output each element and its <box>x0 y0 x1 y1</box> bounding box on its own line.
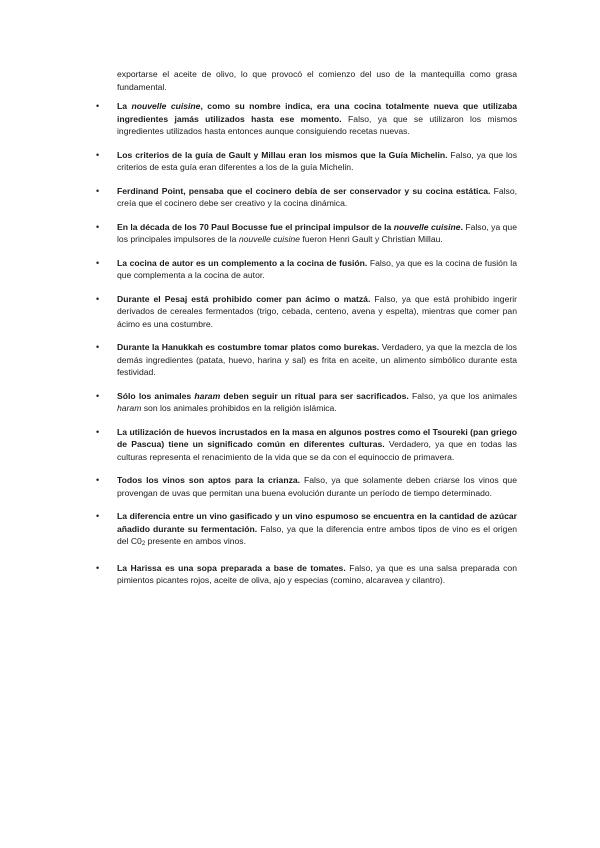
answer: Verdadero, ya que en todas las culturas representa el renacimiento de la vida que se da con el equinoccio de primavera. <box>117 439 517 462</box>
item-text <box>117 100 517 138</box>
item-text <box>117 426 517 464</box>
statement: La utilización de huevos incrustados en la masa en algunos postres como el Tsoureki (pan griego de Pascua) tiene un significado común en diferentes culturas. <box>117 426 517 449</box>
answer: Falso, ya que se utilizaron los mismos ingredientes utilizados hasta entonces aunque consiguiendo recetas nuevas. <box>117 113 517 136</box>
answer: Falso, creía que el cocinero debe ser creativo y la cocina dinámica. <box>117 185 517 208</box>
statement: Ferdinand Point, pensaba que el cocinero debía de ser conservador y su cocina estática. <box>117 185 491 196</box>
item-text <box>117 185 517 210</box>
statement: Todos los vinos son aptos para la crianza. <box>117 475 301 485</box>
item-text <box>117 510 517 551</box>
list-item <box>0 100 600 138</box>
answer: Falso, ya que los animales haram son los animales prohibidos en la religión islámica. <box>117 390 517 413</box>
statement: En la década de los 70 Paul Bocusse fue el principal impulsor de la nouvelle cuisine. <box>117 221 463 232</box>
list-item <box>0 474 600 499</box>
statement: Durante el Pesaj está prohibido comer pan ácimo o matzá. <box>117 293 371 304</box>
answer: Falso, ya que es la cocina de fusión la que complementa a la cocina de autor. <box>117 257 517 280</box>
bullet-icon: • <box>96 562 100 573</box>
bullet-icon: • <box>96 101 100 111</box>
statement: Sólo los animales haram deben seguir un ritual para ser sacrificados. <box>117 390 409 401</box>
statement: La diferencia entre un vino gasificado y un vino espumoso se encuentra en la cantidad de azúcar añadido durante su fermentación. <box>117 511 517 534</box>
item-text <box>117 221 517 246</box>
statement: La nouvelle cuisine, como su nombre indica, era una cocina totalmente nueva que utilizaba ingredientes jamás utilizados hasta ese momento. <box>117 101 517 124</box>
item-text <box>117 149 517 174</box>
answer: Falso, ya que la diferencia entre ambos tipos de vino es el origen del $C0_2$ presente en ambos vinos. <box>117 523 518 547</box>
bullet-icon: • <box>96 185 100 196</box>
item-text <box>117 257 517 282</box>
bullet-icon: • <box>96 257 100 268</box>
bullet-icon: • <box>96 475 100 485</box>
item-text <box>117 562 517 587</box>
list-item <box>0 185 600 210</box>
list-item <box>0 510 600 551</box>
statement: Los criterios de la guía de Gault y Millau eran los mismos que la Guía Michelin. <box>117 149 448 160</box>
list-item <box>0 293 600 331</box>
intro-paragraph: exportarse el aceite de olivo, lo que provocó el comienzo del uso de la mantequilla como grasa fundamental. <box>117 69 517 92</box>
list-item <box>0 257 600 282</box>
bullet-icon: • <box>96 221 100 232</box>
statement: La Harissa es una sopa preparada a base de tomates. <box>117 562 346 573</box>
bullet-icon: • <box>96 390 100 401</box>
list-item <box>0 149 600 174</box>
answer: Falso, ya que solamente deben criarse los vinos que provengan de uvas que permitan una buena evolución durante un período de tiempo determinado. <box>117 475 517 498</box>
answer: Falso, ya que los principales impulsores de la nouvelle cuisine fueron Henri Gault y Christian Millau. <box>117 221 517 244</box>
answer: Falso, ya que es una salsa preparada con pimientos picantes rojos, aceite de oliva, ajo y especias (comino, alcaravea y cilantro). <box>117 562 517 585</box>
list-item <box>0 426 600 464</box>
statement: Durante la Hanukkah es costumbre tomar platos como burekas. <box>117 342 380 352</box>
list-item <box>0 221 600 246</box>
item-text <box>117 341 517 379</box>
list-item <box>0 341 600 379</box>
statement-list <box>0 100 600 598</box>
answer: Falso, ya que los criterios de esta guía eran diferentes a los de la guía Michelin. <box>117 149 517 172</box>
bullet-icon: • <box>96 426 100 437</box>
list-item <box>0 562 600 587</box>
bullet-icon: • <box>96 511 100 521</box>
bullet-icon: • <box>96 293 100 304</box>
item-text <box>117 474 517 499</box>
bullet-icon: • <box>96 149 100 160</box>
answer: Falso, ya que está prohibido ingerir derivados de cereales fermentados (trigo, cebada, centeno, avena y espelta), mientras que comer pan ácimo es una costumbre. <box>117 293 517 329</box>
bullet-icon: • <box>96 342 100 352</box>
answer: Verdadero, ya que la mezcla de los demás ingredientes (patata, huevo, harina y sal) es frita en aceite, un alimento simbólico durante esta festividad. <box>117 342 517 377</box>
item-text <box>117 390 517 415</box>
list-item <box>0 390 600 415</box>
item-text <box>117 293 517 331</box>
statement: La cocina de autor es un complemento a la cocina de fusión. <box>117 257 368 268</box>
